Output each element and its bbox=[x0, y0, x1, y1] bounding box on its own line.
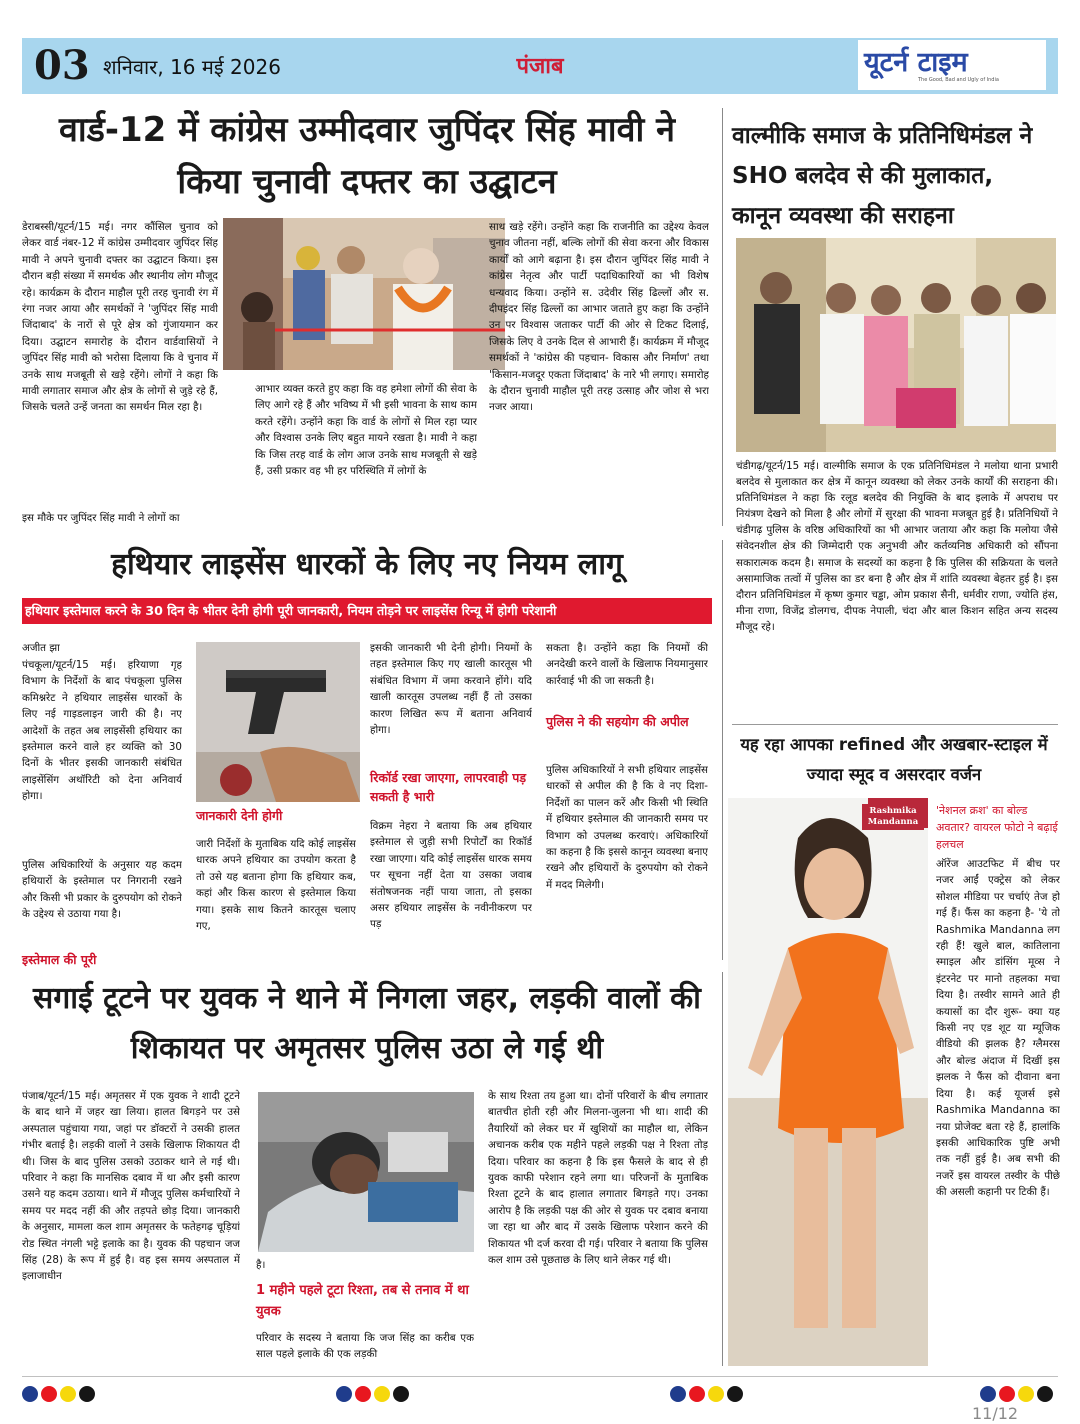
registration-dot bbox=[79, 1386, 95, 1402]
story4-photo bbox=[728, 798, 928, 1366]
story3-byline: अजीत झा bbox=[22, 642, 60, 654]
issue-date: शनिवार, 16 मई 2026 bbox=[103, 55, 281, 79]
registration-dots bbox=[980, 1386, 1056, 1406]
story1-col1-end: इस मौके पर जुपिंदर सिंह मावी ने लोगों का bbox=[22, 512, 180, 524]
section-name: पंजाब bbox=[516, 54, 564, 79]
registration-dots bbox=[670, 1386, 746, 1406]
page-counter: 11/12 bbox=[972, 1404, 1019, 1423]
registration-dot bbox=[727, 1386, 743, 1402]
registration-dot bbox=[1037, 1386, 1053, 1402]
story1-col1 bbox=[22, 219, 218, 507]
story1-col2: आभार व्यक्त करते हुए कहा कि वह हमेशा लोगों की सेवा के लिए आगे रहे हैं और भविष्य में भी इसी भावना के साथ काम करते रहेंगे। उन्होंने कहा कि वार्ड के लोगों से मिल रहा प्यार और विश्वास उनके लिए बहुत मायने रखता है। मावी ने कहा कि जिस तरह वार्ड के लोग आज उनके साथ मजबूती से खड़े हैं, उसी प्रकार वह भी हर परिस्थिति में लोगों के bbox=[255, 383, 477, 478]
story3-strap bbox=[22, 598, 712, 624]
story3-subhead4: पुलिस ने की सहयोग की अपील bbox=[546, 714, 689, 729]
registration-dot bbox=[708, 1386, 724, 1402]
story3-subhead2: जानकारी देनी होगी bbox=[196, 808, 283, 823]
story3-col3a: इसकी जानकारी भी देनी होगी। नियमों के तहत इस्तेमाल किए गए खाली कारतूस भी संबंधित विभाग में जमा करवाने होंगे। यदि खाली कारतूस उपलब्ध नहीं हैं तो उसका कारण लिखित रूप में बताना अनिवार्य होगा। bbox=[370, 642, 532, 737]
story3-headline: हथियार लाइसेंस धारकों के लिए नए नियम लागू bbox=[111, 547, 623, 582]
photo-name-tag: Rashmika Mandanna bbox=[862, 804, 924, 830]
footer-rule bbox=[22, 1376, 1058, 1377]
column-rule bbox=[722, 108, 723, 526]
story3-col1a: पंचकूला/यूटर्न/15 मई। हरियाणा गृह विभाग के निर्देशों के बाद पंचकूला पुलिस कमिश्नरेट ने हथियार लाइसेंस धारकों के लिए नई गाइडलाइन जारी की है। नए आदेशों के तहत अब लाइसेंसी हथियार का इस्तेमाल करने वाले हर व्यक्ति को 30 दिनों के भीतर इसकी जानकारी संबंधित लाइसेंसिंग अथॉरिटी को देना अनिवार्य होगा। bbox=[22, 659, 182, 803]
story2-headline: वाल्मीकि समाज के प्रतिनिधिमंडल ने SHO बलदेव से की मुलाकात, कानून व्यवस्था की सराहना bbox=[732, 123, 1033, 229]
story3-subhead1: इस्तेमाल की पूरी bbox=[22, 952, 97, 967]
story3-strap-text: हथियार इस्तेमाल करने के 30 दिन के भीतर देनी होगी पूरी जानकारी, नियम तोड़ने पर लाइसेंस रिन्यू में होगी परेशानी bbox=[25, 603, 557, 618]
registration-dot bbox=[336, 1386, 352, 1402]
story2-body: चंडीगढ़/यूटर्न/15 मई। वाल्मीकि समाज के एक प्रतिनिधिमंडल ने मलोया थाना प्रभारी बलदेव से मुलाकात कर क्षेत्र में कानून व्यवस्था को लेकर उनके कार्यों की सराहना की। प्रतिनिधिमंडल ने कहा कि रलूड बलदेव की नियुक्ति के बाद इलाके में अपराध पर नियंत्रण देखने को मिला है और लोगों में सुरक्षा की भावना मजबूत हुई है। प्रतिनिधियों ने चंडीगढ़ पुलिस के वरिष्ठ अधिकारियों का भी आभार जताया और कहा कि मलोया जैसे संवेदनशील क्षेत्र की जिम्मेदारी एक अनुभवी और कर्तव्यनिष्ठ अधिकारी को सौंपना सकारात्मक कदम है। समाज के सदस्यों का कहना है कि पुलिस की सक्रियता के चलते असामाजिक तत्वों में पुलिस का डर बना है और क्षेत्र में शांति व्यवस्था बेहतर हुई है। इस दौरान प्रतिनिधिमंडल में कृष्ण कुमार चड्ढा, ओम प्रकाश सैनी, धर्मवीर राणा, ज्योति हंस, मीना राणा, विजेंद्र डोलगच, दीपक नेपाली, चंदा और बाल किशन सहित अन्य सदस्य मौजूद रहे। bbox=[736, 460, 1058, 633]
story2-photo bbox=[736, 238, 1056, 452]
story3-col4a: सकता है। उन्होंने कहा कि नियमों की अनदेखी करने वालों के खिलाफ नियमानुसार कार्रवाई भी की जा सकती है। bbox=[546, 642, 708, 687]
registration-dot bbox=[374, 1386, 390, 1402]
registration-dot bbox=[689, 1386, 705, 1402]
story3-col1b: पुलिस अधिकारियों के अनुसार यह कदम हथियारों के इस्तेमाल पर निगरानी रखने और किसी भी प्रकार के दुरुपयोग को रोकने के उद्देश्य से उठाया गया है। bbox=[22, 859, 182, 921]
story5-photo bbox=[258, 1092, 474, 1252]
story5-col2-tail: है। bbox=[256, 1259, 266, 1271]
section-divider bbox=[732, 724, 1058, 725]
registration-dot bbox=[60, 1386, 76, 1402]
registration-dot bbox=[980, 1386, 996, 1402]
registration-dot bbox=[22, 1386, 38, 1402]
story3-col4b: पुलिस अधिकारियों ने सभी हथियार लाइसेंस धारकों से अपील की है कि वे नए दिशा-निर्देशों का पालन करें और किसी भी स्थिति में हथियार इस्तेमाल की जानकारी समय पर विभाग को उपलब्ध करवाएं। अधिकारियों का कहना है कि इससे कानून व्यवस्था बनाए रखने और हथियारों के दुरुपयोग को रोकने में मदद मिलेगी। bbox=[546, 764, 708, 891]
registration-dot bbox=[670, 1386, 686, 1402]
registration-dot bbox=[393, 1386, 409, 1402]
story5-col1: पंजाब/यूटर्न/15 मई। अमृतसर में एक युवक ने शादी टूटने के बाद थाने में जहर खा लिया। हालत बिगड़ने पर उसे अस्पताल पहुंचाया गया, जहां पर डॉक्टरों ने उसकी हालत गंभीर बताई है। लड़की वालों ने उसके खिलाफ शिकायत दी थी। जिस के बाद पुलिस उसको उठाकर थाने ले गई थी। परिवार ने कहा कि मानसिक दबाव में था और इसी कारण उसने यह कदम उठाया। थाने में मौजूद पुलिस कर्मचारियों ने समय पर मदद नहीं की और तड़पते छोड़ दिया। जानकारी के अनुसार, मामला कल शाम अमृतसर के फतेहगढ़ चूड़ियां रोड स्थित नंगली भट्टे इलाके का है। युवक की पहचान जज सिंह (28) के रूप में हुई है। वह इस समय अस्पताल में इलाजाधीन bbox=[22, 1090, 240, 1283]
logo-tagline: The Good, Bad and Ugly of India bbox=[918, 77, 999, 83]
registration-dot bbox=[355, 1386, 371, 1402]
story5-col2b: परिवार के सदस्य ने बताया कि जज सिंह का करीब एक साल पहले इलाके की एक लड़की bbox=[256, 1332, 474, 1361]
story1-col1-text: डेराबस्सी/यूटर्न/15 मई। नगर कौंसिल चुनाव को लेकर वार्ड नंबर-12 में कांग्रेस उम्मीदवार जुपिंदर सिंह मावी ने अपने चुनावी दफ्तर का उद्घाटन किया। इस दौरान बड़ी संख्या में समर्थक और स्थानीय लोग मौजूद रहे। कार्यक्रम के दौरान माहौल पूरी तरह चुनावी रंग में रंगा नजर आया और समर्थकों ने 'जुपिंदर सिंह मावी जिंदाबाद' के नारों से पूरे क्षेत्र को गुंजायमान कर दिया। उद्घाटन समारोह के दौरान वार्डवासियों ने जुपिंदर सिंह मावी को भरोसा दिलाया कि वे चुनाव में उनके साथ मजबूती से खड़े रहेंगे। लोगों ने कहा कि मावी लगातार समाज और क्षेत्र के लोगों से जुड़े रहे हैं, जिसके चलते उन्हें जनता का समर्थन मिल रहा है। bbox=[22, 221, 218, 414]
story5-subhead: 1 महीने पहले टूटा रिश्ता, तब से तनाव में था युवक bbox=[256, 1283, 469, 1319]
column-rule bbox=[722, 540, 723, 960]
masthead-logo bbox=[858, 40, 1046, 90]
story3-col3b: विक्रम नेहरा ने बताया कि अब हथियार इस्तेमाल से जुड़ी सभी रिपोर्टों का रिकॉर्ड रखा जाएगा। यदि कोई लाइसेंस धारक समय पर सूचना नहीं देता या उसका जवाब संतोषजनक नहीं पाया जाता, तो इसका असर हथियार लाइसेंस के नवीनीकरण पर पड़ bbox=[370, 820, 532, 931]
story3-subhead3: रिकॉर्ड रखा जाएगा, लापरवाही पड़ सकती है भारी bbox=[370, 770, 527, 804]
registration-dot bbox=[1018, 1386, 1034, 1402]
registration-dots bbox=[22, 1386, 98, 1406]
registration-dot bbox=[41, 1386, 57, 1402]
story5-col3: के साथ रिश्ता तय हुआ था। दोनों परिवारों के बीच लगातार बातचीत होती रही और मिलना-जुलना भी था। शादी की तैयारियों को लेकर घर में खुशियों का माहौल था, लेकिन अचानक करीब एक महीने पहले लड़की पक्ष ने रिश्ता तोड़ दिया। परिवार का कहना है कि इस फैसले के बाद से ही युवक काफी परेशान रहने लगा था। परिजनों के मुताबिक रिश्ता टूटने के बाद हालात लगातार बिगड़ते गए। उनका आरोप है कि लड़की पक्ष की ओर से युवक पर दबाव बनाया जा रहा था और बाद में उसके खिलाफ परेशान करने की शिकायत भी दर्ज करवा दी गई। परिवार ने बताया कि पुलिस कल शाम उसे पूछताछ के लिए थाने लेकर गई थी। bbox=[488, 1090, 708, 1267]
registration-dots bbox=[336, 1386, 412, 1406]
story1-photo bbox=[223, 218, 505, 370]
story4-kicker: 'नेशनल क्रश' का बोल्ड अवतार? वायरल फोटो ने बढ़ाई हलचल bbox=[936, 804, 1058, 851]
story1-headline: वार्ड-12 में कांग्रेस उम्मीदवार जुपिंदर सिंह मावी ने किया चुनावी दफ्तर का उद्घाटन bbox=[58, 110, 676, 202]
story4-body: ऑरेंज आउटफिट में बीच पर नजर आईं एक्ट्रेस को लेकर सोशल मीडिया पर चर्चाएं तेज हो गई हैं। फैंस का कहना है- 'ये तो Rashmika Mandanna लग रही हैं! खुले बाल, कातिलाना स्माइल और डांसिंग मूव्स ने इंटरनेट पर मानो तहलका मचा दिया है। तस्वीर सामने आते ही कयासों का दौर शुरू- क्या यह किसी नए एड शूट या म्यूजिक वीडियो की झलक है? ग्लैमरस और बोल्ड अंदाज में दिखीं इस झलक ने फैंस को दीवाना बना दिया है। कई यूजर्स इसे Rashmika Mandanna का नया प्रोजेक्ट बता रहे हैं, हालांकि इसकी आधिकारिक पुष्टि अभी तक नहीं हुई है। अब सभी की नजरें इस वायरल तस्वीर के पीछे की असली कहानी पर टिकी हैं। bbox=[936, 858, 1060, 1199]
story1-col3: साथ खड़े रहेंगे। उन्होंने कहा कि राजनीति का उद्देश्य केवल चुनाव जीतना नहीं, बल्कि लोगों की सेवा करना और विकास कार्यों को आगे बढ़ाना है। इस दौरान जुपिंदर सिंह मावी ने कांग्रेस नेतृत्व और पार्टी पदाधिकारियों का भी विशेष धन्यवाद किया। उन्होंने स. उदेवीर सिंह ढिल्लों और स. दीपइंदर सिंह ढिल्लों का आभार जताते हुए कहा कि उन्होंने उन पर विश्वास जताकर पार्टी की ओर से टिकट दिलाई, जिसके लिए वे उनके दिल से आभारी हैं। कार्यक्रम में मौजूद समर्थकों ने 'कांग्रेस की पहचान- विकास और निर्माण' तथा 'किसान-मजदूर एकता जिंदाबाद' के नारे भी लगाए। समारोह के दौरान चुनावी माहौल पूरी तरह उत्साह और जोश से भरा नजर आया। bbox=[489, 221, 709, 414]
registration-dot bbox=[999, 1386, 1015, 1402]
page-number: 03 bbox=[34, 42, 90, 89]
column-rule bbox=[722, 972, 723, 1366]
story3-pistol-photo bbox=[196, 642, 360, 802]
story3-col2: जारी निर्देशों के मुताबिक यदि कोई लाइसेंस धारक अपने हथियार का उपयोग करता है तो उसे यह बताना होगा कि हथियार कब, कहां और किस कारण से इस्तेमाल किया गया। इसके साथ कितने कारतूस चलाए गए, bbox=[196, 838, 356, 933]
story5-headline: सगाई टूटने पर युवक ने थाने में निगला जहर, लड़की वालों की शिकायत पर अमृतसर पुलिस उठा ले गई थी bbox=[33, 981, 701, 1066]
story4-headline: यह रहा आपका refined और अखबार-स्टाइल में ज्यादा स्मूद व असरदार वर्जन bbox=[740, 735, 1048, 784]
logo-text: यूटर्न टाइम bbox=[864, 47, 968, 78]
